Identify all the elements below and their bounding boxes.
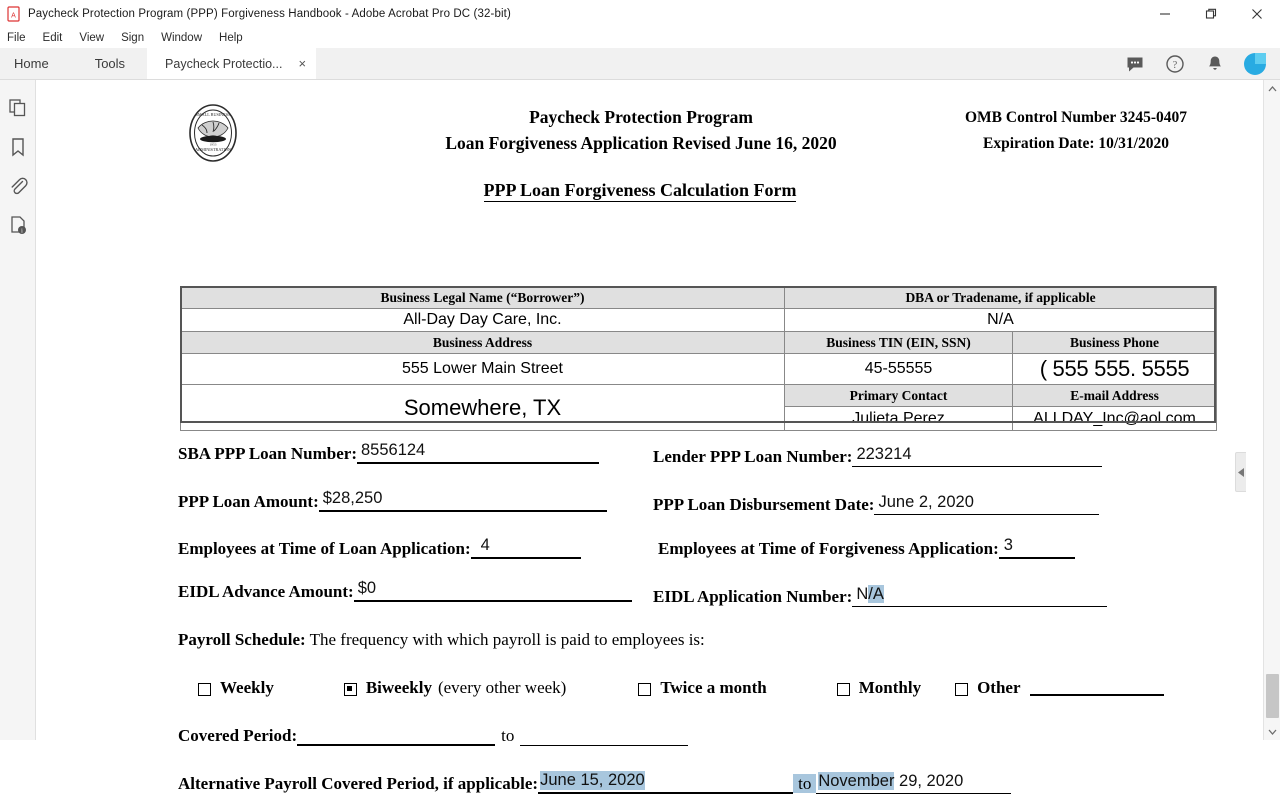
restore-button[interactable]: [1188, 0, 1234, 28]
option-weekly[interactable]: [198, 678, 274, 698]
field-disbursement-date: [653, 492, 1099, 515]
window-titlebar: [0, 0, 1280, 28]
value-alt-end-selected: November: [818, 772, 895, 790]
table-row: [181, 309, 1217, 332]
field-eidl-advance-amount: [178, 581, 632, 602]
td-primary-contact: Julieta Perez: [785, 407, 1013, 431]
sba-seal-logo: [182, 102, 244, 164]
th-primary-contact: Primary Contact: [785, 385, 1013, 407]
tabstrip-right-actions: [1124, 48, 1280, 80]
td-dba-tradename: N/A: [785, 309, 1217, 332]
input-alt-covered-period-start[interactable]: [538, 771, 793, 794]
left-tool-rail: [0, 80, 36, 740]
input-eidl-application-number[interactable]: [852, 584, 1107, 607]
header-right-block: [916, 105, 1236, 157]
window-controls: [1142, 0, 1280, 28]
document-header: [36, 102, 1244, 172]
label-loan-amount: PPP Loan Amount:: [178, 492, 319, 511]
input-other-schedule[interactable]: [1030, 680, 1164, 696]
label-eidl-advance-amount: EIDL Advance Amount:: [178, 582, 354, 601]
label-alt-covered-period: Alternative Payroll Covered Period, if applicable:: [178, 774, 539, 793]
vertical-scrollbar[interactable]: [1263, 80, 1280, 740]
note-biweekly: (every other week): [437, 678, 567, 697]
scrollbar-thumb[interactable]: [1266, 674, 1279, 718]
value-alt-end-plain: 29, 2020: [894, 772, 964, 790]
table-row: [181, 354, 1217, 385]
close-button[interactable]: [1234, 0, 1280, 28]
menubar: [0, 28, 1280, 48]
tab-document-label: Paycheck Protectio...: [165, 56, 283, 71]
value-disbursement-date: June 2, 2020: [878, 493, 974, 511]
value-eidl-advance-amount: $0: [357, 579, 377, 597]
value-employees-forgiveness-application: 3: [1003, 536, 1013, 554]
close-icon[interactable]: ×: [298, 56, 307, 71]
table-row: [181, 332, 1217, 354]
field-loan-amount: [178, 491, 607, 512]
label-eidl-application-number: EIDL Application Number:: [653, 587, 853, 606]
menu-help[interactable]: Help: [219, 32, 243, 44]
input-sba-loan-number[interactable]: [357, 443, 599, 464]
value-eidl-application-number: [856, 585, 884, 604]
td-business-address: 555 Lower Main Street: [181, 354, 785, 385]
user-avatar[interactable]: [1244, 53, 1266, 75]
text-covered-period-to: to: [501, 726, 515, 745]
label-other: Other: [977, 678, 1021, 697]
payroll-schedule-options: [198, 678, 1198, 698]
value-employees-loan-application: 4: [480, 536, 490, 554]
input-alt-covered-period-end[interactable]: [816, 771, 1011, 794]
field-lender-loan-number: [653, 446, 1102, 467]
omb-control-number: OMB Control Number 3245-0407: [964, 109, 1188, 126]
value-eidl-selected: /A: [868, 585, 884, 603]
collapse-right-panel-icon[interactable]: [1235, 452, 1246, 492]
document-info-icon[interactable]: [6, 213, 30, 237]
help-icon[interactable]: [1164, 53, 1186, 75]
form-title-text: PPP Loan Forgiveness Calculation Form: [483, 180, 797, 200]
minimize-button[interactable]: [1142, 0, 1188, 28]
scroll-down-icon[interactable]: [1264, 723, 1281, 740]
label-employees-forgiveness-application: Employees at Time of Forgiveness Application:: [658, 539, 999, 558]
label-covered-period: Covered Period:: [178, 726, 298, 745]
label-monthly: Monthly: [858, 678, 922, 697]
svg-text:i: i: [20, 228, 23, 235]
svg-text:A: A: [11, 12, 16, 20]
td-business-phone: ( 555 555. 5555: [1013, 354, 1217, 385]
text-alt-covered-period-to: to: [793, 774, 816, 793]
value-sba-loan-number: 8556124: [361, 441, 426, 459]
th-email-address: E-mail Address: [1013, 385, 1217, 407]
value-loan-amount: $28,250: [322, 489, 383, 507]
option-monthly[interactable]: [837, 678, 921, 698]
workspace: [0, 80, 1280, 793]
pdf-file-icon: [6, 6, 22, 22]
option-twice-a-month[interactable]: [638, 678, 766, 698]
td-business-tin: 45-55555: [785, 354, 1013, 385]
th-business-phone: Business Phone: [1013, 332, 1217, 354]
field-employees-forgiveness-application: [658, 538, 1075, 559]
attachment-paperclip-icon[interactable]: [6, 174, 30, 198]
tab-tools[interactable]: Tools: [73, 48, 147, 79]
menu-view[interactable]: View: [79, 32, 105, 44]
label-twice-a-month: Twice a month: [660, 678, 767, 697]
input-employees-forgiveness-application[interactable]: [999, 538, 1075, 559]
svg-text:?: ?: [1172, 60, 1178, 72]
th-business-legal-name: Business Legal Name (“Borrower”): [181, 287, 785, 309]
form-title: [36, 180, 1244, 201]
header-revision-line: Loan Forgiveness Application Revised June 16, 2020: [445, 133, 837, 153]
svg-text:1953: 1953: [209, 142, 217, 147]
menu-sign[interactable]: Sign: [121, 32, 145, 44]
tab-document[interactable]: [147, 48, 316, 79]
label-payroll-schedule: Payroll Schedule:: [178, 630, 306, 649]
checkbox-biweekly[interactable]: [344, 683, 357, 696]
input-disbursement-date[interactable]: [874, 492, 1099, 515]
tab-home[interactable]: Home: [0, 48, 73, 79]
payroll-schedule-line: [178, 630, 705, 650]
checkbox-other[interactable]: [955, 683, 968, 696]
field-covered-period: [178, 725, 688, 746]
input-lender-loan-number[interactable]: [852, 446, 1102, 467]
label-disbursement-date: PPP Loan Disbursement Date:: [653, 495, 875, 514]
table-row: [181, 385, 1217, 407]
label-lender-loan-number: Lender PPP Loan Number:: [653, 447, 853, 466]
checkbox-monthly[interactable]: [837, 683, 850, 696]
window-title: Paycheck Protection Program (PPP) Forgiveness Handbook - Adobe Acrobat Pro DC (32-bit): [28, 8, 511, 20]
field-eidl-application-number: [653, 584, 1107, 607]
th-business-address: Business Address: [181, 332, 785, 354]
menu-edit[interactable]: Edit: [42, 32, 63, 44]
pdf-page: [36, 80, 1244, 793]
page-thumbnails-icon[interactable]: [6, 96, 30, 120]
label-weekly: Weekly: [220, 678, 274, 697]
input-eidl-advance-amount[interactable]: [354, 581, 632, 602]
menu-file[interactable]: File: [7, 32, 26, 44]
th-dba-tradename: DBA or Tradename, if applicable: [785, 287, 1217, 309]
td-business-legal-name: All-Day Day Care, Inc.: [181, 309, 785, 332]
tabstrip: [0, 48, 1280, 80]
td-email-address: ALLDAY_Inc@aol.com: [1013, 407, 1217, 431]
input-employees-loan-application[interactable]: [471, 538, 581, 559]
label-biweekly: Biweekly: [365, 678, 432, 697]
table-row: [181, 287, 1217, 309]
td-business-address-line2: Somewhere, TX: [181, 385, 785, 431]
option-biweekly[interactable]: [344, 678, 566, 698]
checkbox-weekly[interactable]: [198, 683, 211, 696]
scroll-up-icon[interactable]: [1264, 80, 1281, 97]
notification-bell-icon[interactable]: [1204, 53, 1226, 75]
svg-text:SMALL BUSINESS: SMALL BUSINESS: [195, 112, 231, 117]
input-loan-amount[interactable]: [319, 491, 607, 512]
field-employees-loan-application: [178, 538, 581, 559]
value-alt-covered-period-start: June 15, 2020: [540, 771, 645, 789]
business-info-table: [180, 286, 1217, 431]
text-payroll-schedule-description: The frequency with which payroll is paid to employees is:: [309, 630, 705, 649]
pdf-viewport[interactable]: [36, 80, 1263, 793]
input-covered-period-end[interactable]: [520, 725, 688, 746]
comment-icon[interactable]: [1124, 53, 1146, 75]
value-alt-covered-period-end: [818, 772, 963, 791]
label-employees-loan-application: Employees at Time of Loan Application:: [178, 539, 471, 558]
header-center-block: [376, 104, 906, 156]
value-eidl-plain: N: [856, 585, 869, 603]
header-program-title: Paycheck Protection Program: [529, 107, 753, 127]
expiration-date: Expiration Date: 10/31/2020: [983, 135, 1169, 152]
field-alt-covered-period: [178, 771, 1011, 794]
menu-window[interactable]: Window: [161, 32, 203, 44]
checkbox-twice-a-month[interactable]: [638, 683, 651, 696]
label-sba-loan-number: SBA PPP Loan Number:: [178, 444, 357, 463]
bookmark-icon[interactable]: [6, 135, 30, 159]
option-other[interactable]: [955, 678, 1163, 698]
value-lender-loan-number: 223214: [856, 445, 912, 463]
svg-text:ADMINISTRATION: ADMINISTRATION: [195, 147, 231, 152]
input-covered-period-start[interactable]: [297, 725, 495, 746]
field-sba-loan-number: [178, 443, 599, 464]
th-business-tin: Business TIN (EIN, SSN): [785, 332, 1013, 354]
